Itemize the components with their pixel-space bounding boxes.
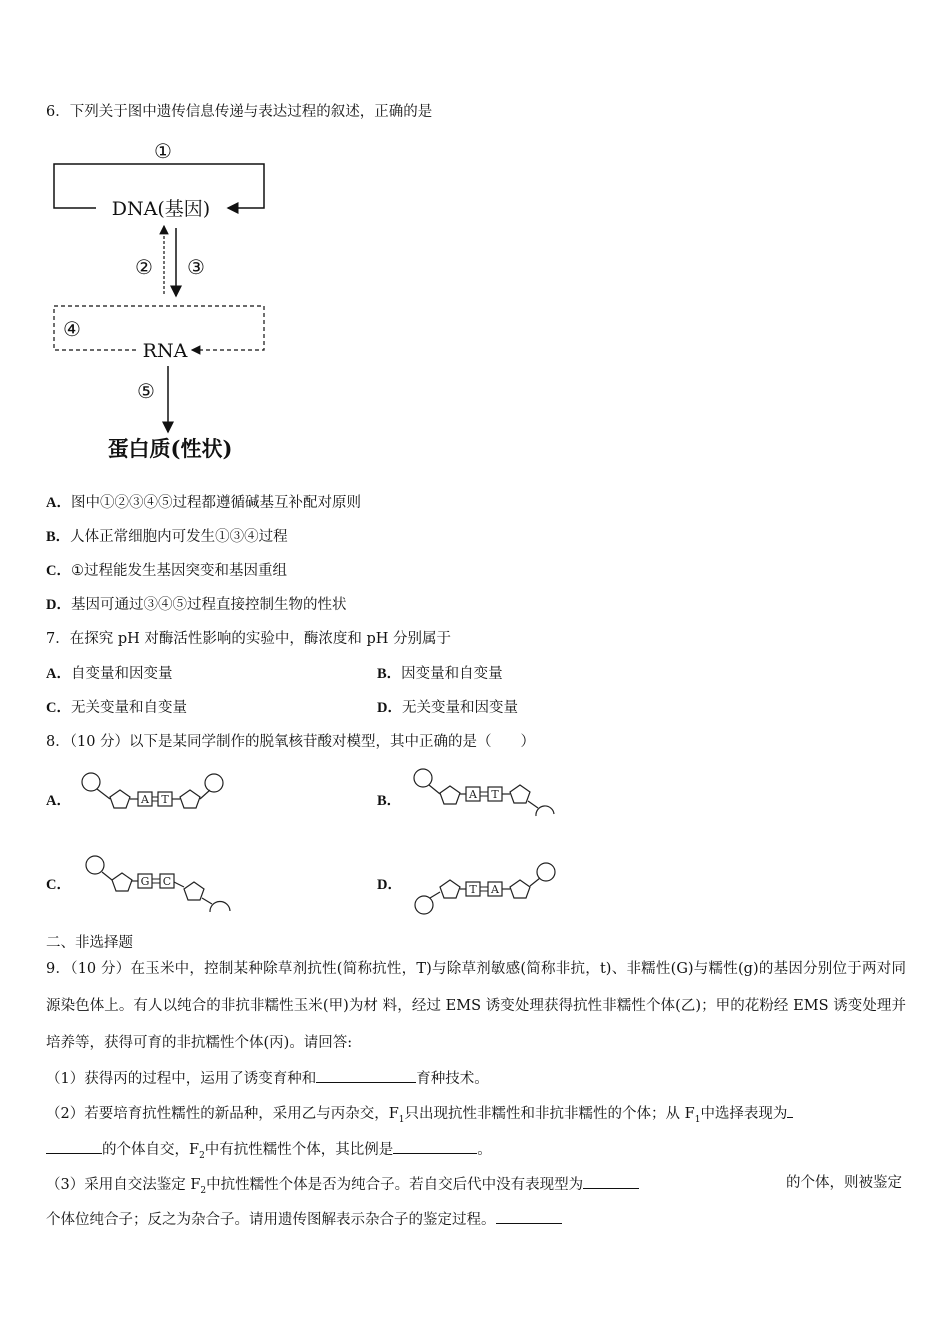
q9-part-2-line-2: 的个体自交，$F_2$中有抗性糯性个体，其比例是 。 [46, 1139, 492, 1166]
base-2: A [491, 883, 499, 896]
nucleotide-pair-model-b[interactable] [412, 768, 562, 818]
q7-stem: 7．在探究 pH 对酶活性影响的实验中，酶浓度和 pH 分别属于 [46, 631, 452, 647]
q9-part-3-rest: 的个体，则被鉴定个体位纯合子；反之为杂合子。请用遗传图解表示杂合子的鉴定过程。 [46, 1175, 902, 1228]
q8-option-a-label[interactable]: A． [46, 793, 71, 809]
q6-option-d[interactable]: D．基因可通过③④⑤过程直接控制生物的性状 [46, 597, 347, 613]
base-2: T [161, 793, 169, 806]
nucleotide-pair-model-a[interactable] [80, 772, 230, 817]
answer-blank-2[interactable] [46, 1139, 102, 1154]
process-5-label: ⑤ [137, 379, 155, 403]
base-1: A [469, 788, 477, 801]
q8-option-c-label[interactable]: C． [46, 877, 71, 893]
answer-blank-5[interactable] [496, 1209, 562, 1224]
section-heading: 二、非选择题 [46, 935, 133, 951]
answer-blank-3[interactable] [393, 1139, 477, 1154]
process-3-label: ③ [187, 255, 205, 279]
protein-label: 蛋白质(性状) [107, 436, 233, 461]
q9-part-1: （1）获得丙的过程中，运用了诱变育种和 育种技术。 [46, 1068, 489, 1089]
q6-option-b[interactable]: B．人体正常细胞内可发生①③④过程 [46, 529, 288, 545]
q9-part-2-line-1: （2）若要培育抗性糯性的新品种，采用乙与丙杂交，$F_1$只出现抗性非糯性和非抗非糯性的个体；从 $F_1$中选择表现为 [46, 1103, 793, 1130]
base-1: G [140, 875, 150, 888]
base-1: T [469, 883, 477, 896]
q6-option-c[interactable]: C．①过程能发生基因突变和基因重组 [46, 563, 287, 579]
answer-blank-2-start[interactable] [787, 1103, 793, 1118]
q6-option-a[interactable]: A．图中①②③④⑤过程都遵循碱基互补配对原则 [46, 495, 361, 511]
base-2: T [491, 788, 499, 801]
process-4-label: ④ [63, 317, 81, 341]
q7-option-c[interactable]: C．无关变量和自变量 [46, 700, 187, 716]
q9-intro: 9．（10 分）在玉米中，控制某种除草剂抗性(简称抗性，T)与除草剂敏感(简称非抗，t)、非糯性(G)与糯性(g)的基因分别位于两对同源染色体上。有人以纯合的非抗非糯性玉米(甲)为材 料，经过 EMS 诱变处理获得抗性非糯性个体(乙)；甲的花粉经 EMS 诱变处理并培养等，获得可育的非抗糯性个体(丙)。请回答: [46, 961, 906, 1051]
nucleotide-pair-model-c[interactable] [84, 854, 234, 914]
answer-blank-1[interactable] [316, 1068, 416, 1083]
q8-option-b-label[interactable]: B． [377, 793, 402, 809]
nucleotide-pair-model-d[interactable] [412, 860, 562, 918]
rna-label: RNA [142, 340, 188, 362]
dna-label: DNA(基因) [111, 198, 211, 220]
q8-option-d-label[interactable]: D． [377, 877, 402, 893]
base-2: C [162, 875, 172, 888]
q7-option-b[interactable]: B．因变量和自变量 [377, 666, 503, 682]
process-1-label: ① [154, 139, 172, 163]
base-1: A [141, 793, 149, 806]
gene-expression-diagram [46, 134, 276, 464]
q6-stem: 6．下列关于图中遗传信息传递与表达过程的叙述，正确的是 [46, 104, 433, 120]
q9-part-3-line-1: （3）采用自交法鉴定 $F_2$中抗性糯性个体是否为纯合子。若自交后代中没有表现型为 [46, 1174, 639, 1201]
q7-option-d[interactable]: D．无关变量和因变量 [377, 700, 518, 716]
q7-option-a[interactable]: A．自变量和因变量 [46, 666, 173, 682]
q8-stem: 8．（10 分）以下是某同学制作的脱氧核苷酸对模型，其中正确的是（ ） [46, 734, 536, 750]
process-2-label: ② [135, 255, 153, 279]
